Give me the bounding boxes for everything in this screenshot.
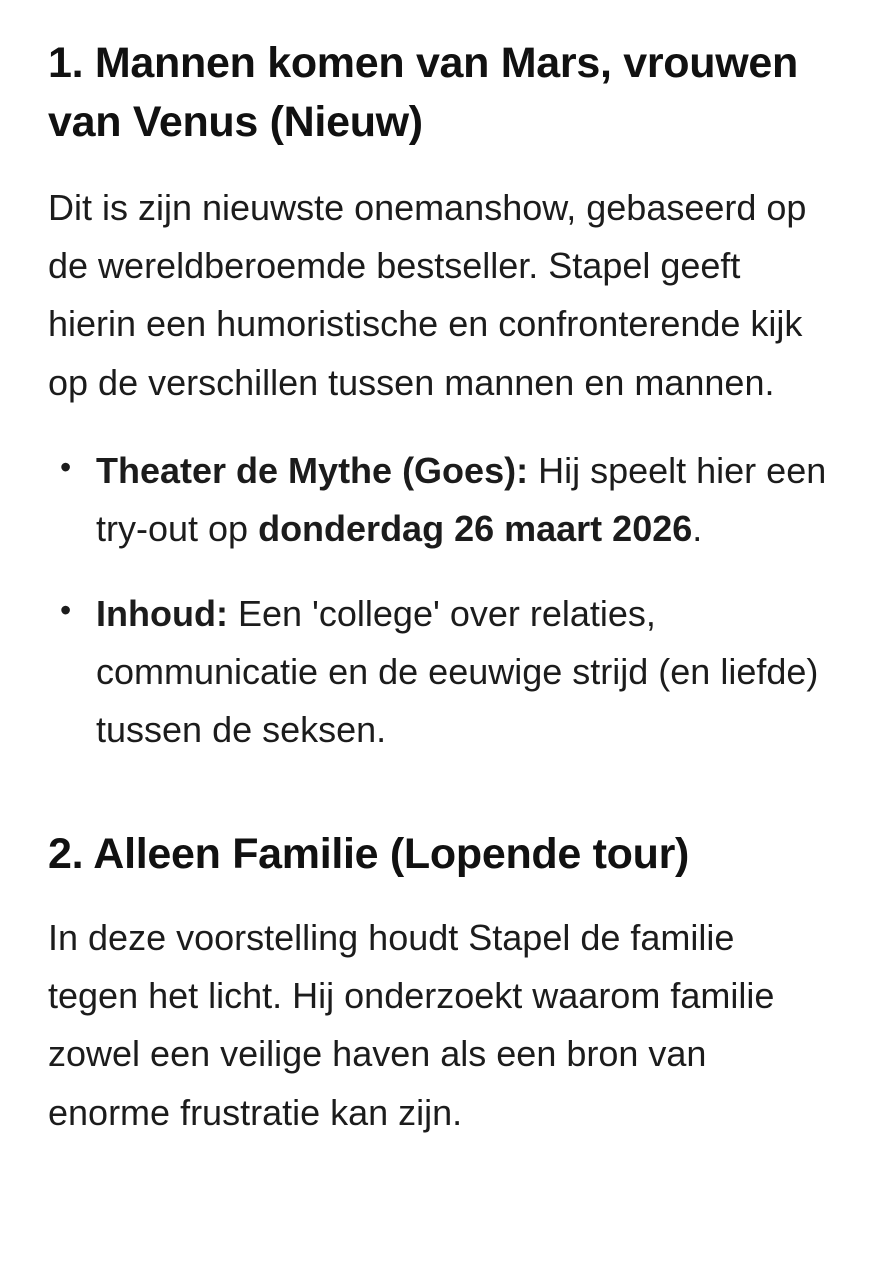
section-1-paragraph: Dit is zijn nieuwste onemanshow, gebaseerd op de wereldberoemde bestseller. Stapel geeft hierin een humoristische en confronterende kijk op de verschillen tussen mannen en mannen.: [48, 186, 807, 403]
section-1-bullet-list: [48, 442, 834, 760]
bullet-2-label: Inhoud:: [96, 592, 228, 634]
list-item: [48, 442, 834, 559]
section-1-heading: 1. Mannen komen van Mars, vrouwen van Venus (Nieuw): [48, 39, 798, 147]
bullet-1-text-after: .: [692, 508, 703, 550]
bullet-1-emphasis: donderdag 26 maart 2026: [258, 508, 693, 550]
bullet-1-text-before: Hij speelt hier een try-out op: [96, 449, 827, 550]
bullet-1-label: Theater de Mythe (Goes):: [96, 449, 529, 491]
list-item: [48, 585, 834, 760]
bullet-2-text-before: Een 'college' over relaties, communicatie en de eeuwige strijd (en liefde) tussen de seksen.: [96, 592, 819, 751]
section-2-heading: 2. Alleen Familie (Lopende tour): [48, 830, 690, 879]
section-2-paragraph: In deze voorstelling houdt Stapel de familie tegen het licht. Hij onderzoekt waarom familie zowel een veilige haven als een bron van enorme frustratie kan zijn.: [48, 916, 775, 1133]
